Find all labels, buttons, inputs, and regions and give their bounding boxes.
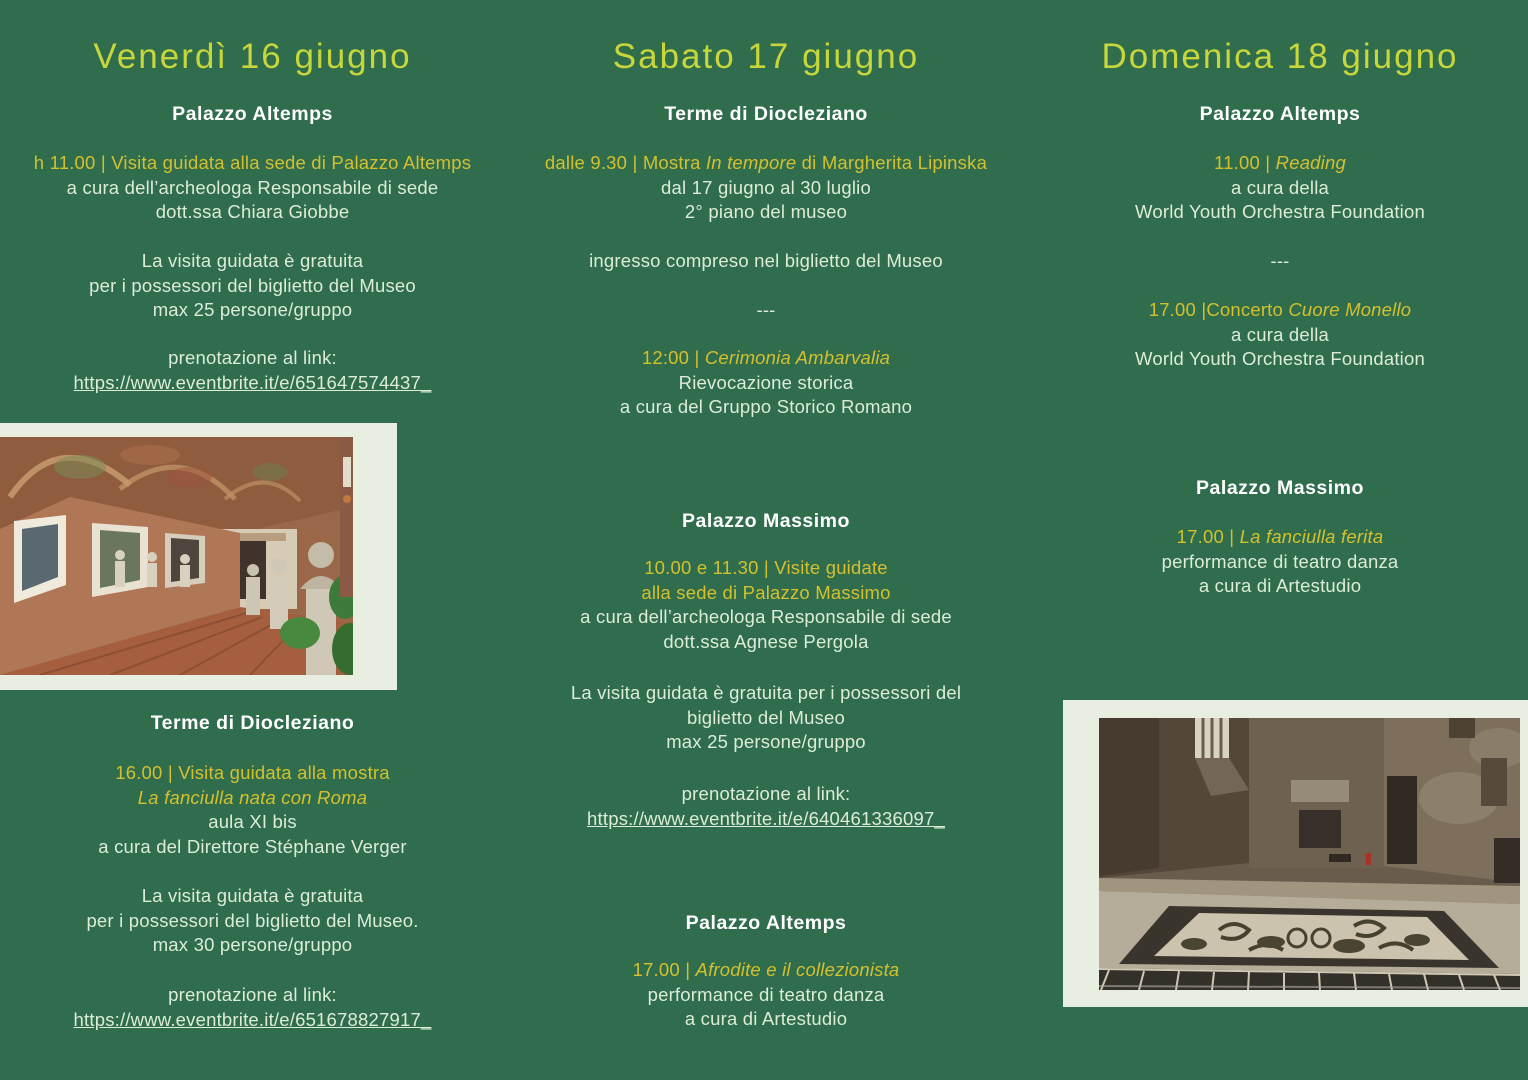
photo-frame-loggia [0, 423, 397, 690]
curator-line: a cura del Gruppo Storico Romano [619, 396, 913, 417]
event-time-line [513, 346, 1019, 371]
venue-header-palazzo-altemps: Palazzo Altemps [685, 912, 847, 934]
event-time-line: 10.00 e 11.30 | Visite guidate [644, 557, 888, 578]
event-title: Cerimonia Ambarvalia [704, 347, 891, 368]
curator-line: dott.ssa Chiara Giobbe [155, 201, 350, 222]
info-line: per i possessori del biglietto del Museo [89, 274, 416, 296]
column-saturday [513, 0, 1019, 1080]
info-block [0, 884, 505, 958]
concert-title: Cuore Monello [1288, 299, 1412, 320]
separator-dashes: --- [756, 299, 776, 320]
event-text: 11.00 | [1214, 152, 1276, 173]
mosaic-hall-illustration [1099, 718, 1520, 990]
event-description: performance di teatro danza [1161, 550, 1399, 572]
separator [1027, 249, 1528, 274]
info-block [0, 249, 505, 323]
event-description: Rievocazione storica [678, 371, 854, 393]
event-block-mostra-fanciulla [0, 761, 505, 859]
info-line: La visita guidata è gratuita [141, 250, 364, 271]
booking-label: prenotazione al link: [168, 984, 337, 1005]
venue-header-palazzo-altemps: Palazzo Altemps [1199, 103, 1361, 125]
terme-diocleziano-mosaic-photo [1099, 718, 1520, 990]
event-block-altemps-visit [0, 151, 505, 225]
event-time-line: alla sede di Palazzo Massimo [641, 581, 891, 603]
separator [513, 298, 1019, 323]
curator-line: a cura della [1230, 176, 1330, 198]
venue-header-palazzo-altemps: Palazzo Altemps [172, 103, 333, 125]
curator-line: World Youth Orchestra Foundation [1135, 348, 1425, 369]
loggia-illustration [0, 437, 353, 675]
booking-link-diocleziano-friday[interactable]: https://www.eventbrite.it/e/651678827917_ [73, 1008, 432, 1030]
curator-line: World Youth Orchestra Foundation [1135, 201, 1425, 222]
curator-line: a cura di Artestudio [1198, 575, 1362, 596]
event-text: 17.00 | [1176, 526, 1240, 547]
curator-line: a cura dell’archeologa Responsabile di sede [66, 176, 439, 198]
event-block-concerto [1027, 298, 1528, 372]
event-title: Reading [1275, 152, 1346, 173]
booking-block [0, 983, 505, 1032]
event-description: performance di teatro danza [647, 983, 885, 1005]
palazzo-altemps-loggia-photo [0, 437, 353, 675]
event-text: di Margherita Lipinska [796, 152, 988, 173]
dates-line: dal 17 giugno al 30 luglio [661, 176, 871, 198]
curator-line: a cura dell’archeologa Responsabile di sede [580, 606, 952, 627]
exhibition-title: In tempore [705, 152, 797, 173]
info-line: biglietto del Museo [686, 706, 846, 728]
info-line: max 25 persone/gruppo [666, 731, 866, 752]
booking-label: prenotazione al link: [168, 347, 337, 368]
venue-header-palazzo-massimo: Palazzo Massimo [1196, 477, 1364, 499]
event-block-fanciulla-ferita [1027, 525, 1528, 599]
venue-header-terme-diocleziano: Terme di Diocleziano [150, 712, 355, 734]
event-time-line: h 11.00 | Visita guidata alla sede di Palazzo Altemps [33, 152, 472, 173]
booking-label: prenotazione al link: [681, 783, 851, 804]
event-block-reading [1027, 151, 1528, 225]
performance-title: La fanciulla ferita [1239, 526, 1384, 547]
room-line: aula XI bis [208, 811, 297, 832]
curator-line: dott.ssa Agnese Pergola [663, 630, 869, 652]
event-block-mostra-in-tempore [513, 151, 1019, 225]
booking-block [513, 782, 1019, 831]
curator-line: a cura della [1230, 323, 1330, 345]
info-line: La visita guidata è gratuita [141, 885, 364, 906]
curator-line: a cura di Artestudio [684, 1008, 848, 1029]
ticket-line: ingresso compreso nel biglietto del Museo [589, 250, 943, 271]
day-title-friday: Venerdì 16 giugno [93, 37, 412, 76]
event-time-line [1027, 525, 1528, 550]
info-line: max 25 persone/gruppo [152, 299, 353, 320]
info-block [513, 249, 1019, 274]
info-line: La visita guidata è gratuita per i possessori del [570, 682, 962, 703]
exhibition-title: La fanciulla nata con Roma [137, 786, 368, 808]
event-block-afrodite [513, 958, 1019, 1032]
info-line: per i possessori del biglietto del Museo. [86, 909, 419, 931]
day-title-saturday: Sabato 17 giugno [612, 37, 920, 76]
event-time-line [513, 958, 1019, 983]
info-block [513, 681, 1019, 755]
event-text: 17.00 |Concerto [1148, 299, 1289, 320]
event-time-line [1027, 151, 1528, 176]
booking-link-altemps-friday[interactable]: https://www.eventbrite.it/e/651647574437_ [73, 371, 432, 393]
info-line: max 30 persone/gruppo [152, 934, 353, 955]
event-text: 17.00 | [632, 959, 696, 980]
day-title-sunday: Domenica 18 giugno [1101, 37, 1459, 76]
venue-header-palazzo-massimo: Palazzo Massimo [682, 510, 850, 532]
booking-link-massimo-saturday[interactable]: https://www.eventbrite.it/e/640461336097_ [587, 807, 945, 829]
event-block-massimo-visits [513, 556, 1019, 654]
event-time-line [1027, 298, 1528, 323]
separator-dashes: --- [1270, 250, 1290, 271]
event-text: 12:00 | [641, 347, 705, 368]
performance-title: Afrodite e il collezionista [695, 959, 900, 980]
event-text: dalle 9.30 | Mostra [544, 152, 706, 173]
curator-line: a cura del Direttore Stéphane Verger [98, 835, 407, 857]
photo-frame-mosaic-hall [1063, 700, 1528, 1007]
floor-line: 2° piano del museo [684, 201, 848, 222]
venue-header-terme-diocleziano: Terme di Diocleziano [664, 103, 868, 125]
event-block-ambarvalia [513, 346, 1019, 420]
booking-block [0, 346, 505, 395]
event-time-line: 16.00 | Visita guidata alla mostra [115, 762, 390, 783]
event-time-line [513, 151, 1019, 176]
